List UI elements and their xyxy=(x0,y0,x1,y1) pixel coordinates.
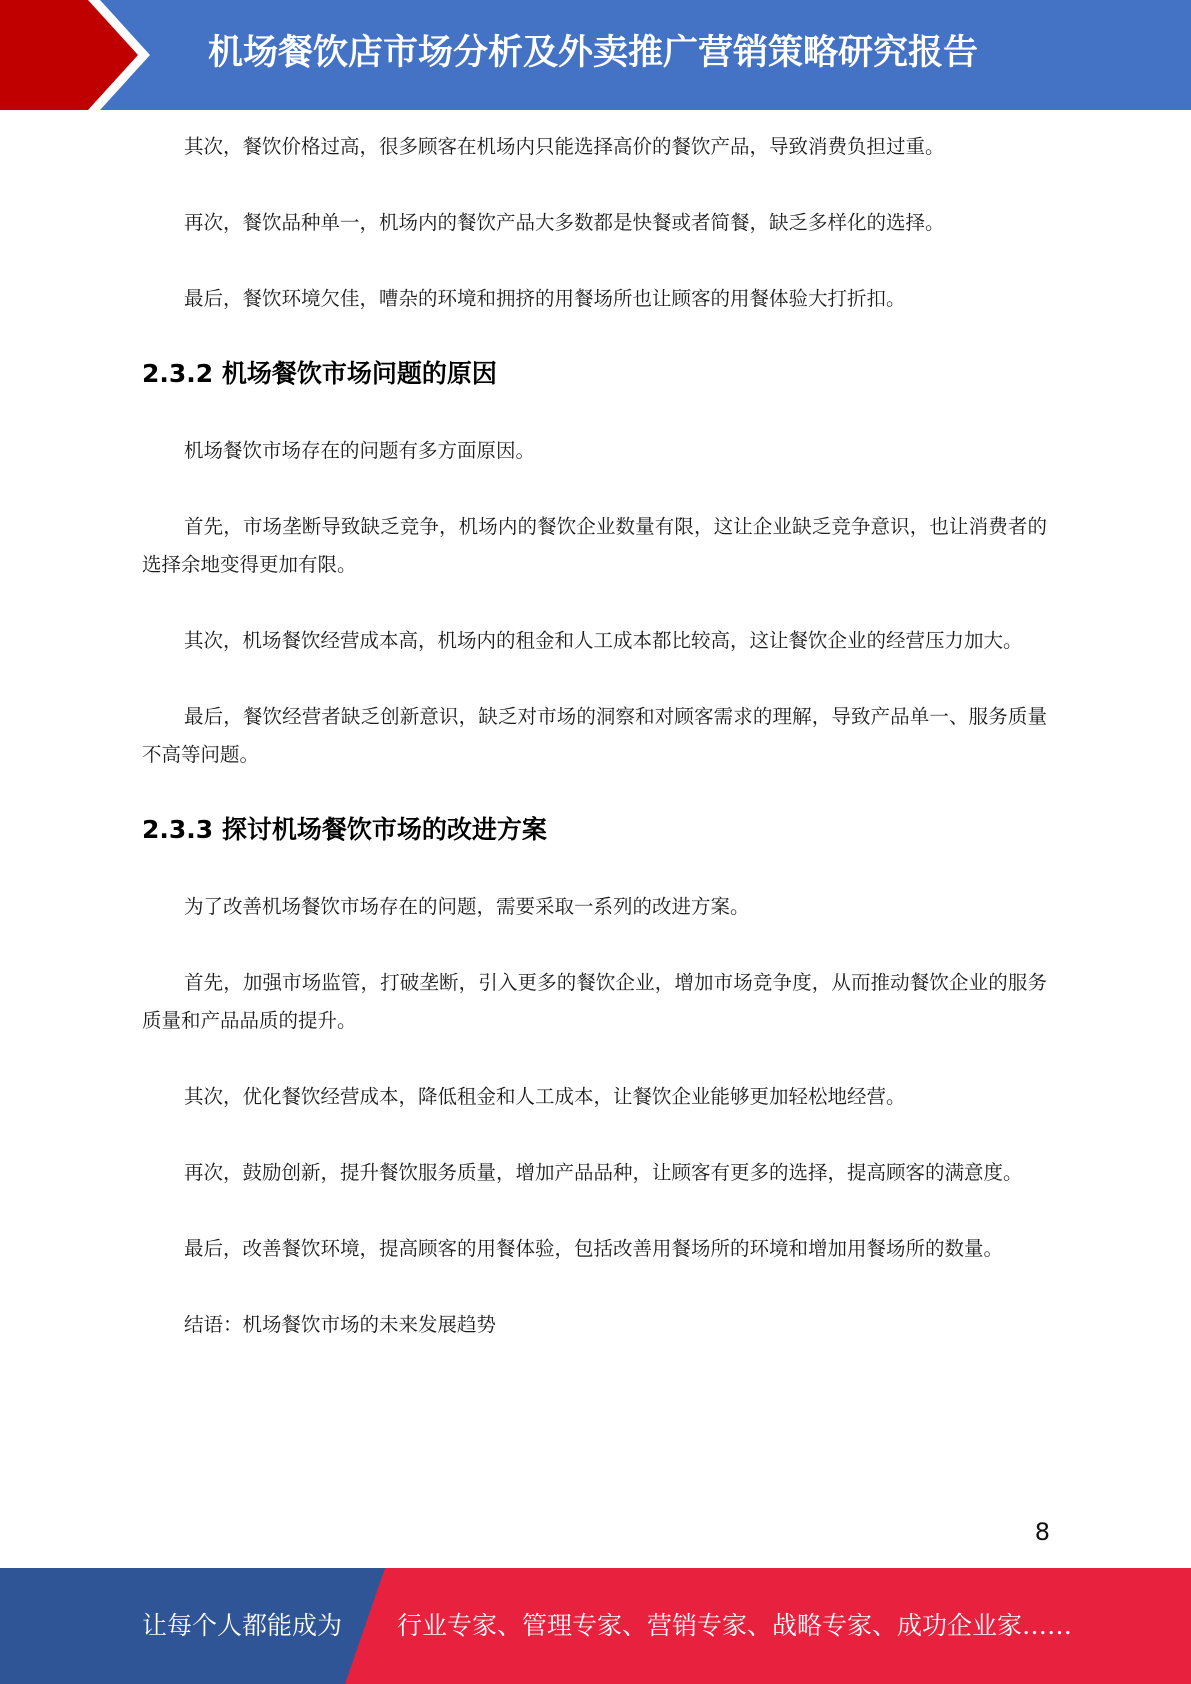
page-footer xyxy=(0,1568,1191,1684)
paragraph: 最后，改善餐饮环境，提高顾客的用餐体验，包括改善用餐场所的环境和增加用餐场所的数量。 xyxy=(184,1237,1004,1260)
document-body xyxy=(142,128,1047,1382)
paragraph-conclusion: 结语：机场餐饮市场的未来发展趋势 xyxy=(184,1313,497,1336)
page-number: 8 xyxy=(1034,1518,1050,1546)
paragraph: 最后，餐饮环境欠佳，嘈杂的环境和拥挤的用餐场所也让顾客的用餐体验大打折扣。 xyxy=(184,287,906,310)
section-heading-2-3-2: 2.3.2 机场餐饮市场问题的原因 xyxy=(142,359,497,388)
paragraph: 为了改善机场餐饮市场存在的问题，需要采取一系列的改进方案。 xyxy=(184,895,750,918)
paragraph: 再次，餐饮品种单一，机场内的餐饮产品大多数都是快餐或者简餐，缺乏多样化的选择。 xyxy=(184,211,945,234)
paragraph: 首先，加强市场监管，打破垄断，引入更多的餐饮企业，增加市场竞争度，从而推动餐饮企业的服务质量和产品品质的提升。 xyxy=(142,971,1047,1032)
page-header xyxy=(0,0,1191,110)
paragraph: 其次，餐饮价格过高，很多顾客在机场内只能选择高价的餐饮产品，导致消费负担过重。 xyxy=(184,135,945,158)
paragraph: 机场餐饮市场存在的问题有多方面原因。 xyxy=(184,439,536,462)
section-heading-2-3-3: 2.3.3 探讨机场餐饮市场的改进方案 xyxy=(142,815,547,844)
paragraph: 其次，优化餐饮经营成本，降低租金和人工成本，让餐饮企业能够更加轻松地经营。 xyxy=(184,1085,906,1108)
footer-slogan-right: 行业专家、管理专家、营销专家、战略专家、成功企业家…… xyxy=(397,1611,1073,1640)
paragraph: 其次，机场餐饮经营成本高，机场内的租金和人工成本都比较高，这让餐饮企业的经营压力加大。 xyxy=(184,629,1023,652)
paragraph: 首先，市场垄断导致缺乏竞争，机场内的餐饮企业数量有限，这让企业缺乏竞争意识，也让消费者的选择余地变得更加有限。 xyxy=(142,515,1047,576)
footer-slogan-left: 让每个人都能成为 xyxy=(142,1611,343,1640)
paragraph: 再次，鼓励创新，提升餐饮服务质量，增加产品品种，让顾客有更多的选择，提高顾客的满意度。 xyxy=(184,1161,1023,1184)
paragraph: 最后，餐饮经营者缺乏创新意识，缺乏对市场的洞察和对顾客需求的理解，导致产品单一、服务质量不高等问题。 xyxy=(142,705,1047,766)
header-red-chevron xyxy=(0,0,138,110)
document-title: 机场餐饮店市场分析及外卖推广营销策略研究报告 xyxy=(208,33,979,73)
